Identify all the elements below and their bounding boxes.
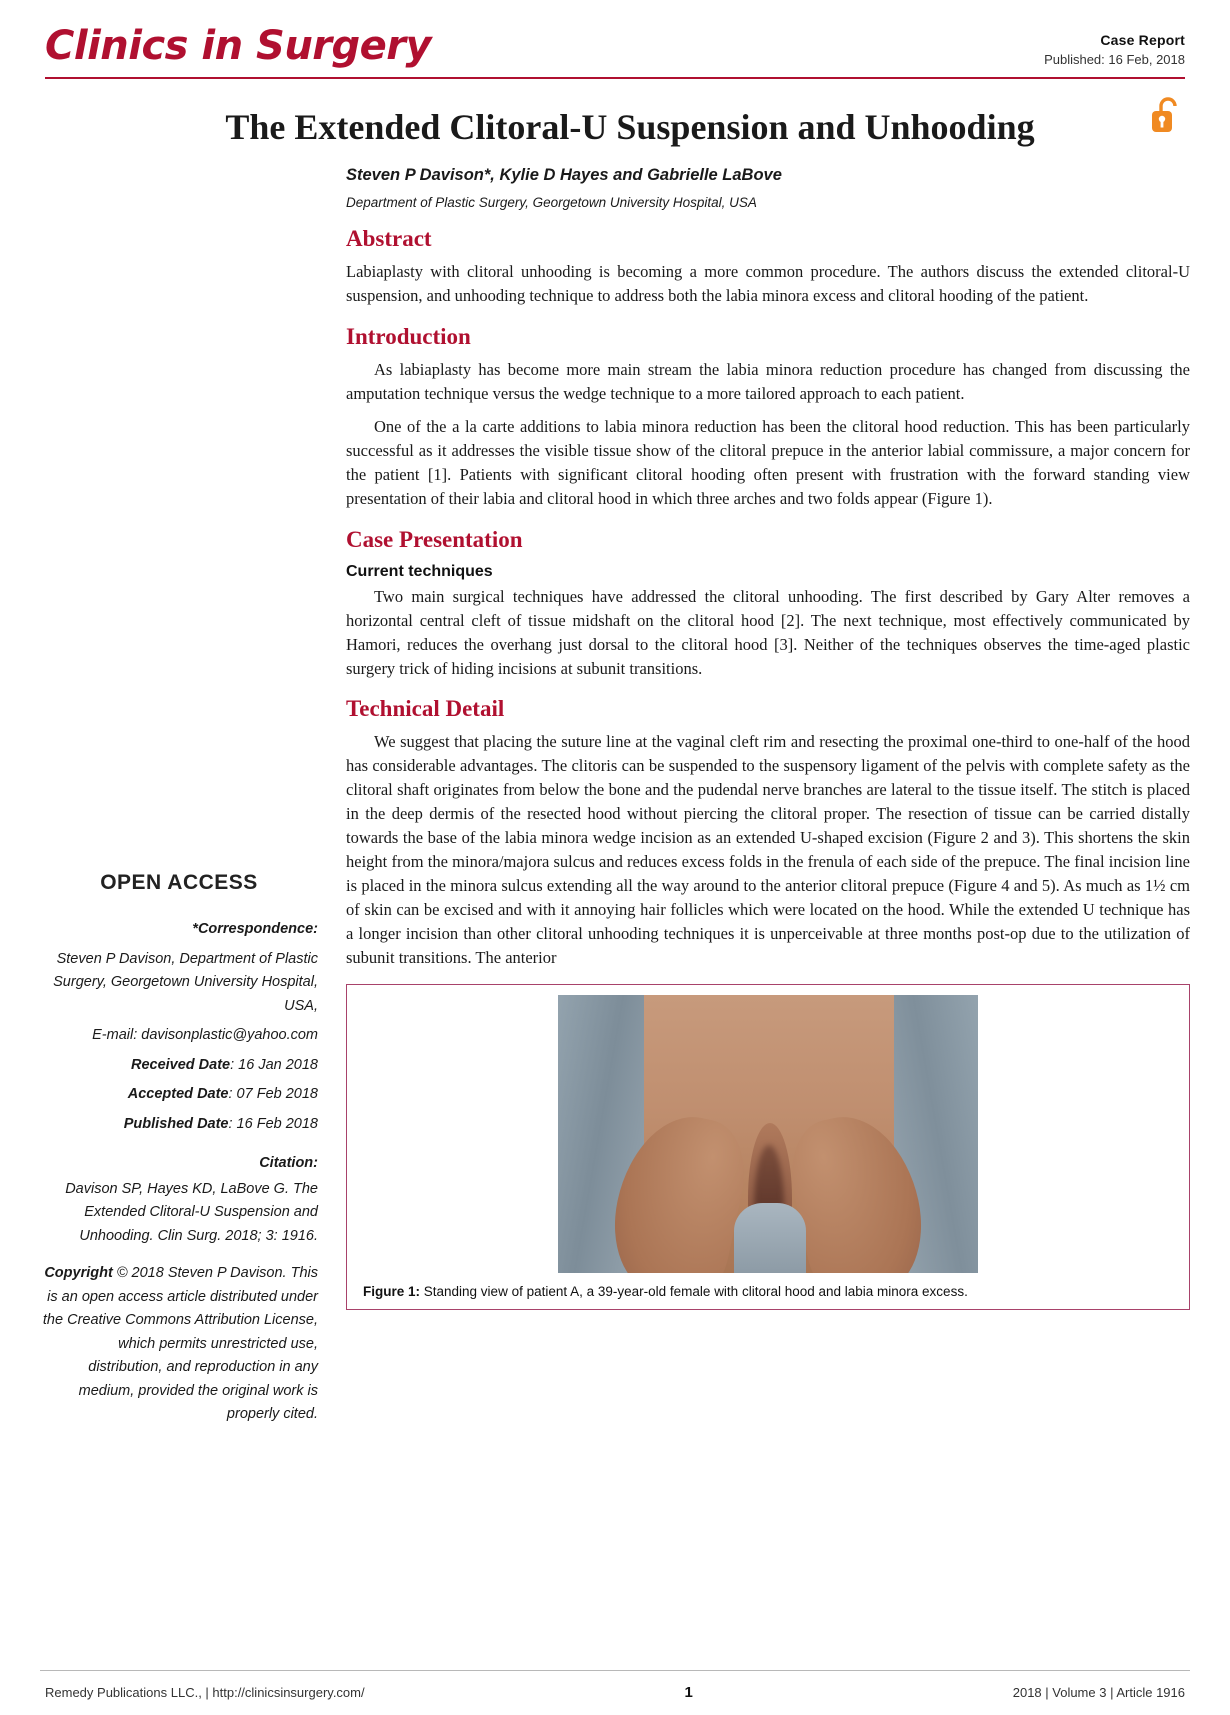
figure-cloth xyxy=(734,1203,806,1273)
copyright-body: © 2018 Steven P Davison. This is an open access article distributed under the Creative Commons Attribution License, which permits unrestricted use, distribution, and reproduction in any medium, provided the original work is properly cited. xyxy=(42,1265,318,1423)
main-column xyxy=(340,166,1190,1432)
body-columns xyxy=(40,166,1190,1432)
accepted-date xyxy=(40,1083,318,1106)
figure-1-label: Figure 1: xyxy=(363,1283,421,1299)
sidebar-column xyxy=(40,166,340,1432)
technical-detail-paragraph-1: We suggest that placing the suture line at the vaginal cleft rim and resecting the proximal one-third to one-half of the hood has considerable advantages. The clitoris can be suspended to the suspensory ligament of the pelvis with complete safety as the clitoral shaft originates from below the bone and the pudendal nerve branches are lateral to the tissue itself. The stitch is placed in the deep dermis of the resected hood without piercing the clitoral proper. The resection of tissue can be carried distally towards the base of the labia minora wedge incision as an extended U-shaped excision (Figure 2 and 3). This shortens the skin height from the minora/majora sulcus and reduces excess folds in the frenula of each side of the prepuce. The final incision line is placed in the minora sulcus extending all the way around to the anterior clitoral prepuce (Figure 4 and 5). As much as 1½ cm of skin can be excised and with it annoying hair follicles which were located on the hood. While the extended U technique has a longer incision than other clitoral unhooding techniques it is unperceivable at three months post-op due to the utilization of subunit transitions. The anterior xyxy=(346,732,1190,967)
citation-body: Davison SP, Hayes KD, LaBove G. The Extended Clitoral-U Suspension and Unhooding. Clin Surg. 2018; 3: 1916. xyxy=(65,1180,318,1244)
published-date-sidebar xyxy=(40,1113,318,1136)
abstract-text: Labiaplasty with clitoral unhooding is becoming a more common procedure. The authors discuss the extended clitoral-U suspension, and unhooding technique to address both the labia minora excess and clitoral hooding of the patient. xyxy=(346,262,1190,306)
article-kind: Case Report xyxy=(1100,32,1185,48)
journal-title: Clinics in Surgery xyxy=(45,23,432,69)
title-block xyxy=(40,107,1190,148)
header-divider xyxy=(45,77,1185,79)
citation-heading: Citation: xyxy=(259,1155,318,1172)
correspondence-body: Steven P Davison, Department of Plastic Surgery, Georgetown University Hospital, USA, xyxy=(53,950,318,1014)
page-footer xyxy=(45,1684,1185,1701)
figure-1 xyxy=(346,984,1190,1310)
received-date xyxy=(40,1054,318,1077)
section-heading-abstract: Abstract xyxy=(346,226,432,252)
open-lock-icon xyxy=(1150,96,1184,134)
correspondence-email-line xyxy=(40,1024,318,1047)
received-value: : 16 Jan 2018 xyxy=(230,1056,318,1073)
received-label: Received Date xyxy=(130,1056,231,1073)
subsection-heading-current-techniques: Current techniques xyxy=(346,562,493,580)
email-label: E-mail: xyxy=(92,1027,138,1044)
footer-page-number: 1 xyxy=(684,1684,693,1701)
footer-publisher[interactable]: Remedy Publications LLC., | http://clinicsinsurgery.com/ xyxy=(45,1685,365,1700)
figure-1-caption xyxy=(357,1283,1179,1301)
section-heading-case-presentation: Case Presentation xyxy=(346,526,523,552)
published-value: : 16 Feb 2018 xyxy=(228,1115,318,1132)
published-label: Published Date xyxy=(123,1115,229,1132)
published-date: Published: 16 Feb, 2018 xyxy=(1044,52,1185,67)
email-value[interactable]: davisonplastic@yahoo.com xyxy=(141,1027,318,1044)
accepted-value: : 07 Feb 2018 xyxy=(228,1086,318,1103)
case-presentation-paragraph-1: Two main surgical techniques have addressed the clitoral unhooding. The first described by Gary Alter removes a horizontal central cleft of tissue midshaft on the clitoral hood [2]. The next technique, most effectively communicated by Hamori, reduces the overhang just dorsal to the clitoral hood [3]. Neither of the techniques observes the time-aged plastic surgery trick of hiding incisions at subunit transitions. xyxy=(346,586,1190,678)
introduction-paragraph-1: As labiaplasty has become more main stream the labia minora reduction procedure has changed from discussing the amputation technique versus the wedge technique to a more tailored approach to each patient. xyxy=(346,360,1190,404)
copyright-block xyxy=(40,1262,318,1426)
affiliation: Department of Plastic Surgery, Georgetown University Hospital, USA xyxy=(346,195,757,211)
open-access-label: OPEN ACCESS xyxy=(100,871,258,895)
section-heading-technical-detail: Technical Detail xyxy=(346,696,505,722)
author-list: Steven P Davison*, Kylie D Hayes and Gabrielle LaBove xyxy=(346,166,782,185)
footer-issue: 2018 | Volume 3 | Article 1916 xyxy=(1012,1685,1185,1700)
figure-1-caption-text: Standing view of patient A, a 39-year-old female with clitoral hood and labia minora excess. xyxy=(420,1283,968,1299)
introduction-paragraph-2: One of the a la carte additions to labia minora reduction has been the clitoral hood reduction. This has been particularly successful as it addresses the visible tissue show of the clitoral prepuce in the anterior labial commissure, a major concern for the patient [1]. Patients with significant clitoral hooding often present with frustration with the forward standing view presentation of their labia and clitoral hood in which three arches and two folds appear (Figure 1). xyxy=(346,417,1190,508)
copyright-label: Copyright xyxy=(44,1265,113,1282)
footer-divider xyxy=(40,1670,1190,1671)
page-title: The Extended Clitoral-U Suspension and Unhooding xyxy=(225,107,1035,147)
masthead xyxy=(40,0,1190,73)
header-meta xyxy=(1044,18,1185,67)
accepted-label: Accepted Date xyxy=(127,1086,229,1103)
figure-1-image xyxy=(558,995,978,1273)
correspondence-heading: *Correspondence: xyxy=(192,921,318,938)
section-heading-introduction: Introduction xyxy=(346,324,471,350)
